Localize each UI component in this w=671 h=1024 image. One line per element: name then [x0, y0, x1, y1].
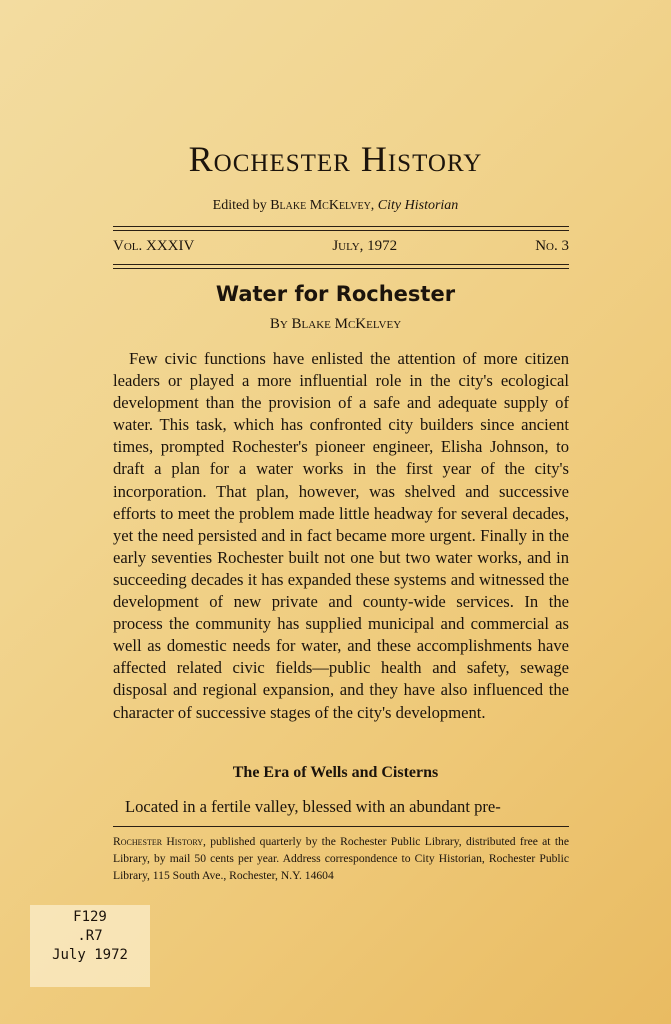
library-call-number-label	[30, 905, 150, 987]
issue-info	[113, 238, 569, 255]
article-byline: By Blake McKelvey	[269, 316, 402, 332]
publication-details: published quarterly by the Rochester Public Library, distributed free at the Library, by mail 50 cents per year. Address correspondence to City Historian, Rochester Public Library, 115 South Ave., Rochester, N.Y. 14604	[113, 835, 569, 882]
publication-note	[113, 833, 569, 884]
footer-rule	[113, 826, 569, 827]
issue-volume: Vol. XXXIV	[113, 238, 195, 254]
editor-prefix: Edited by	[212, 198, 271, 213]
article-title: Water for Rochester	[215, 282, 456, 306]
call-number-line-2: .R7	[77, 928, 103, 944]
masthead-title: Rochester History	[188, 139, 483, 179]
issue-date: July, 1972	[332, 238, 398, 254]
bottom-rule-2	[113, 268, 569, 269]
article-paragraph: Few civic functions have enlisted the attention of more citizen leaders or played a more influential role in the city's ecological development than the provision of a safe and adequate supply of water. This task, which has confronted city builders since ancient times, prompted Rochester's pioneer engineer, Elisha Johnson, to draft a plan for a water works in the first year of the city's incorporation. That plan, however, was shelved and successive efforts to meet the problem made little headway for several decades, yet the need persisted and in fact became more urgent. Finally in the early seventies Rochester built not one but two water works, and in succeeding decades it has expanded these systems and witnessed the development of new private and county-wide services. In the process the community has supplied municipal and commercial as well as domestic needs for water, and these accomplishments have affected related civic fields—public health and safety, sewage disposal and regional expansion, and they have also influenced the character of successive stages of the city's development.	[113, 349, 569, 722]
publication-name: Rochester History,	[113, 835, 206, 848]
editor-role: City Historian	[374, 198, 459, 213]
top-rule-1	[113, 226, 569, 227]
editor-line	[0, 198, 671, 214]
bottom-rule-1	[113, 264, 569, 265]
section-paragraph-start: Located in a fertile valley, blessed with an abundant pre-	[125, 797, 501, 816]
top-rule-2	[113, 230, 569, 231]
section-heading: The Era of Wells and Cisterns	[232, 764, 439, 781]
call-number-line-1: F129	[73, 909, 107, 925]
editor-name: Blake McKelvey,	[270, 198, 375, 213]
call-number-line-3: July 1972	[52, 947, 128, 963]
issue-number: No. 3	[535, 238, 569, 254]
